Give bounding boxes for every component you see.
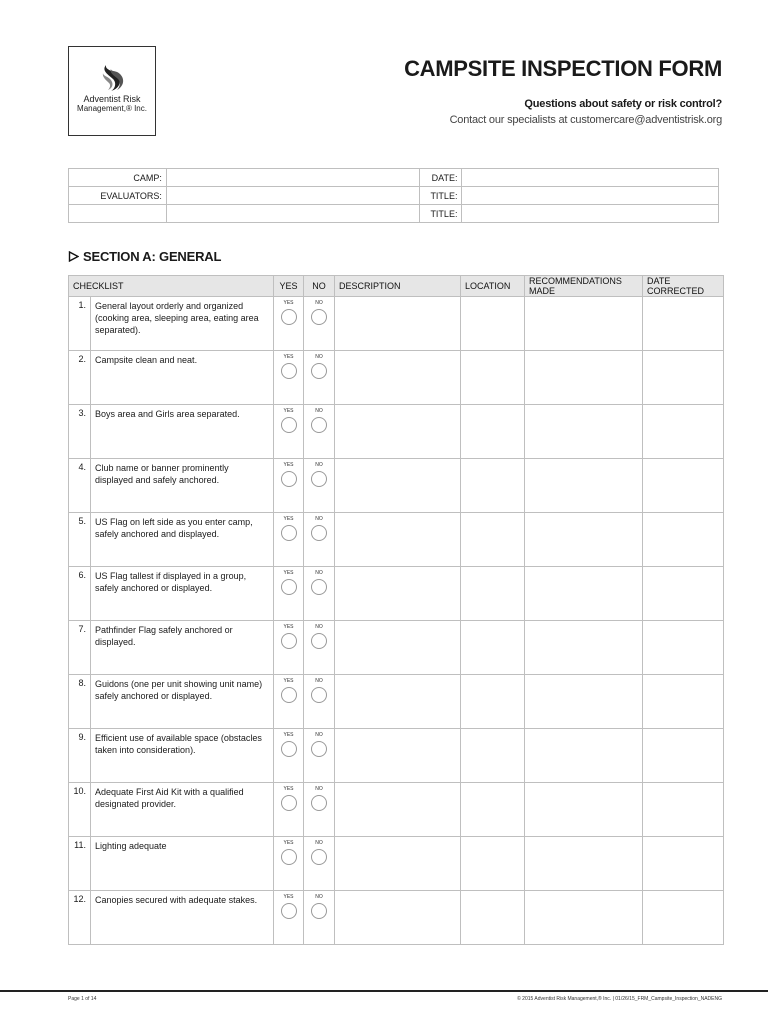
no-option[interactable] — [304, 459, 335, 513]
contact-line: Contact our specialists at customercare@adventistrisk.org — [449, 114, 722, 126]
recommendations-field[interactable] — [525, 621, 643, 675]
date-corrected-field[interactable] — [643, 567, 724, 621]
recommendations-field[interactable] — [525, 297, 643, 351]
table-header-row — [69, 276, 724, 297]
yes-label: YES — [283, 354, 294, 360]
yes-option[interactable] — [274, 837, 304, 891]
recommendations-field[interactable] — [525, 675, 643, 729]
date-corrected-field[interactable] — [643, 513, 724, 567]
form-title: CAMPSITE INSPECTION FORM — [404, 56, 722, 81]
no-option[interactable] — [304, 405, 335, 459]
location-field[interactable] — [461, 405, 525, 459]
yes-radio[interactable] — [281, 417, 297, 433]
item-number: 5. — [69, 513, 91, 567]
yes-option[interactable] — [274, 297, 304, 351]
no-label: NO — [315, 354, 323, 360]
no-option[interactable] — [304, 513, 335, 567]
evaluators-label: EVALUATORS: — [69, 187, 167, 205]
yes-option[interactable] — [274, 513, 304, 567]
company-logo — [68, 46, 156, 136]
description-field[interactable] — [335, 783, 461, 837]
recommendations-field[interactable] — [525, 459, 643, 513]
no-option[interactable] — [304, 675, 335, 729]
item-number: 8. — [69, 675, 91, 729]
yes-option[interactable] — [274, 621, 304, 675]
item-text: Efficient use of available space (obstacles taken into consideration). — [91, 729, 274, 783]
evaluators-field[interactable] — [166, 187, 420, 205]
description-field[interactable] — [335, 837, 461, 891]
location-field[interactable] — [461, 567, 525, 621]
no-radio[interactable] — [311, 309, 327, 325]
item-number: 10. — [69, 783, 91, 837]
table-row — [69, 891, 724, 945]
location-field[interactable] — [461, 513, 525, 567]
camp-label: CAMP: — [69, 169, 167, 187]
location-field[interactable] — [461, 297, 525, 351]
yes-option[interactable] — [274, 783, 304, 837]
no-option[interactable] — [304, 729, 335, 783]
footer-copyright: © 2015 Adventist Risk Management,® Inc. | 01/26/15_FRM_Campsite_Inspection_NADENG — [517, 996, 722, 1002]
description-field[interactable] — [335, 891, 461, 945]
no-radio[interactable] — [311, 525, 327, 541]
location-field[interactable] — [461, 675, 525, 729]
item-text: Adequate First Aid Kit with a qualified designated provider. — [91, 783, 274, 837]
checklist-table — [68, 275, 724, 945]
yes-radio[interactable] — [281, 525, 297, 541]
recommendations-field[interactable] — [525, 513, 643, 567]
table-row — [69, 783, 724, 837]
no-label: NO — [315, 516, 323, 522]
yes-option[interactable] — [274, 459, 304, 513]
item-number: 6. — [69, 567, 91, 621]
no-radio[interactable] — [311, 417, 327, 433]
item-number: 1. — [69, 297, 91, 351]
no-option[interactable] — [304, 351, 335, 405]
no-label: NO — [315, 840, 323, 846]
logo-text — [69, 95, 155, 113]
item-number: 11. — [69, 837, 91, 891]
table-row — [69, 405, 724, 459]
triangle-right-icon — [68, 251, 79, 262]
no-option[interactable] — [304, 621, 335, 675]
no-radio[interactable] — [311, 849, 327, 865]
date-corrected-field[interactable] — [643, 891, 724, 945]
item-number: 7. — [69, 621, 91, 675]
yes-radio[interactable] — [281, 741, 297, 757]
col-location: LOCATION — [461, 276, 525, 297]
yes-label: YES — [283, 570, 294, 576]
no-option[interactable] — [304, 837, 335, 891]
item-text: US Flag on left side as you enter camp, safely anchored and displayed. — [91, 513, 274, 567]
yes-option[interactable] — [274, 675, 304, 729]
item-text: Pathfinder Flag safely anchored or displayed. — [91, 621, 274, 675]
no-label: NO — [315, 678, 323, 684]
safety-question: Questions about safety or risk control? — [524, 98, 722, 110]
no-label: NO — [315, 462, 323, 468]
camp-field[interactable] — [166, 169, 420, 187]
location-field[interactable] — [461, 783, 525, 837]
item-text: Boys area and Girls area separated. — [91, 405, 274, 459]
description-field[interactable] — [335, 297, 461, 351]
yes-label: YES — [283, 786, 294, 792]
yes-label: YES — [283, 624, 294, 630]
date-field[interactable] — [462, 169, 719, 187]
yes-label: YES — [283, 516, 294, 522]
item-text: General layout orderly and organized (cooking area, sleeping area, eating area separated). — [91, 297, 274, 351]
yes-radio[interactable] — [281, 363, 297, 379]
info-table — [68, 168, 719, 223]
recommendations-field[interactable] — [525, 351, 643, 405]
description-field[interactable] — [335, 621, 461, 675]
yes-radio[interactable] — [281, 633, 297, 649]
item-text: Club name or banner prominently displayed and safely anchored. — [91, 459, 274, 513]
date-corrected-field[interactable] — [643, 675, 724, 729]
date-corrected-field[interactable] — [643, 837, 724, 891]
no-label: NO — [315, 408, 323, 414]
item-number: 12. — [69, 891, 91, 945]
page-number: Page 1 of 14 — [68, 996, 97, 1002]
location-field[interactable] — [461, 351, 525, 405]
no-radio[interactable] — [311, 795, 327, 811]
description-field[interactable] — [335, 729, 461, 783]
item-text: Campsite clean and neat. — [91, 351, 274, 405]
col-no: NO — [304, 276, 335, 297]
recommendations-field[interactable] — [525, 567, 643, 621]
yes-option[interactable] — [274, 567, 304, 621]
col-description: DESCRIPTION — [335, 276, 461, 297]
table-row — [69, 459, 724, 513]
recommendations-field[interactable] — [525, 729, 643, 783]
description-field[interactable] — [335, 675, 461, 729]
recommendations-field[interactable] — [525, 405, 643, 459]
date-corrected-field[interactable] — [643, 729, 724, 783]
yes-radio[interactable] — [281, 795, 297, 811]
yes-label: YES — [283, 408, 294, 414]
date-corrected-field[interactable] — [643, 405, 724, 459]
col-date-corrected: DATE CORRECTED — [643, 276, 724, 297]
item-number: 2. — [69, 351, 91, 405]
table-row — [69, 513, 724, 567]
item-number: 3. — [69, 405, 91, 459]
yes-label: YES — [283, 840, 294, 846]
yes-label: YES — [283, 462, 294, 468]
table-row — [69, 675, 724, 729]
description-field[interactable] — [335, 513, 461, 567]
yes-label: YES — [283, 732, 294, 738]
logo-line1: Adventist Risk — [83, 94, 141, 104]
title-field-1[interactable] — [462, 187, 719, 205]
date-corrected-field[interactable] — [643, 783, 724, 837]
no-radio[interactable] — [311, 471, 327, 487]
no-radio[interactable] — [311, 903, 327, 919]
table-row — [69, 351, 724, 405]
yes-radio[interactable] — [281, 309, 297, 325]
logo-line2: Management,® Inc. — [77, 104, 147, 113]
no-option[interactable] — [304, 783, 335, 837]
item-number: 9. — [69, 729, 91, 783]
item-text: Guidons (one per unit showing unit name) safely anchored or displayed. — [91, 675, 274, 729]
description-field[interactable] — [335, 351, 461, 405]
yes-option[interactable] — [274, 351, 304, 405]
no-radio[interactable] — [311, 579, 327, 595]
flame-logo-icon — [97, 63, 127, 93]
yes-radio[interactable] — [281, 687, 297, 703]
yes-option[interactable] — [274, 405, 304, 459]
no-label: NO — [315, 300, 323, 306]
col-yes: YES — [274, 276, 304, 297]
item-number: 4. — [69, 459, 91, 513]
description-field[interactable] — [335, 567, 461, 621]
table-row — [69, 297, 724, 351]
description-field[interactable] — [335, 459, 461, 513]
date-label: DATE: — [420, 169, 462, 187]
yes-radio[interactable] — [281, 471, 297, 487]
yes-radio[interactable] — [281, 903, 297, 919]
title-label-1: TITLE: — [420, 187, 462, 205]
title-label-2: TITLE: — [420, 205, 462, 223]
yes-radio[interactable] — [281, 579, 297, 595]
item-text: Lighting adequate — [91, 837, 274, 891]
table-row — [69, 729, 724, 783]
no-radio[interactable] — [311, 741, 327, 757]
yes-radio[interactable] — [281, 849, 297, 865]
location-field[interactable] — [461, 621, 525, 675]
item-text: US Flag tallest if displayed in a group, safely anchored or displayed. — [91, 567, 274, 621]
yes-option[interactable] — [274, 891, 304, 945]
col-checklist: CHECKLIST — [69, 276, 274, 297]
no-label: NO — [315, 786, 323, 792]
no-radio[interactable] — [311, 363, 327, 379]
date-corrected-field[interactable] — [643, 621, 724, 675]
location-field[interactable] — [461, 837, 525, 891]
recommendations-field[interactable] — [525, 891, 643, 945]
empty-label-cell — [69, 205, 167, 223]
no-label: NO — [315, 570, 323, 576]
location-field[interactable] — [461, 459, 525, 513]
location-field[interactable] — [461, 891, 525, 945]
evaluators-field-2[interactable] — [166, 205, 420, 223]
table-row — [69, 567, 724, 621]
date-corrected-field[interactable] — [643, 459, 724, 513]
no-label: NO — [315, 624, 323, 630]
recommendations-field[interactable] — [525, 837, 643, 891]
col-recommendations: RECOMMENDATIONS MADE — [525, 276, 643, 297]
footer-divider — [0, 990, 768, 992]
table-row — [69, 621, 724, 675]
no-radio[interactable] — [311, 687, 327, 703]
no-label: NO — [315, 732, 323, 738]
yes-label: YES — [283, 894, 294, 900]
no-label: NO — [315, 894, 323, 900]
description-field[interactable] — [335, 405, 461, 459]
yes-label: YES — [283, 678, 294, 684]
yes-option[interactable] — [274, 729, 304, 783]
no-radio[interactable] — [311, 633, 327, 649]
table-row — [69, 837, 724, 891]
no-option[interactable] — [304, 567, 335, 621]
date-corrected-field[interactable] — [643, 297, 724, 351]
recommendations-field[interactable] — [525, 783, 643, 837]
section-title: SECTION A: GENERAL — [83, 249, 222, 264]
date-corrected-field[interactable] — [643, 351, 724, 405]
no-option[interactable] — [304, 891, 335, 945]
no-option[interactable] — [304, 297, 335, 351]
location-field[interactable] — [461, 729, 525, 783]
section-heading — [68, 249, 221, 264]
title-field-2[interactable] — [462, 205, 719, 223]
item-text: Canopies secured with adequate stakes. — [91, 891, 274, 945]
yes-label: YES — [283, 300, 294, 306]
